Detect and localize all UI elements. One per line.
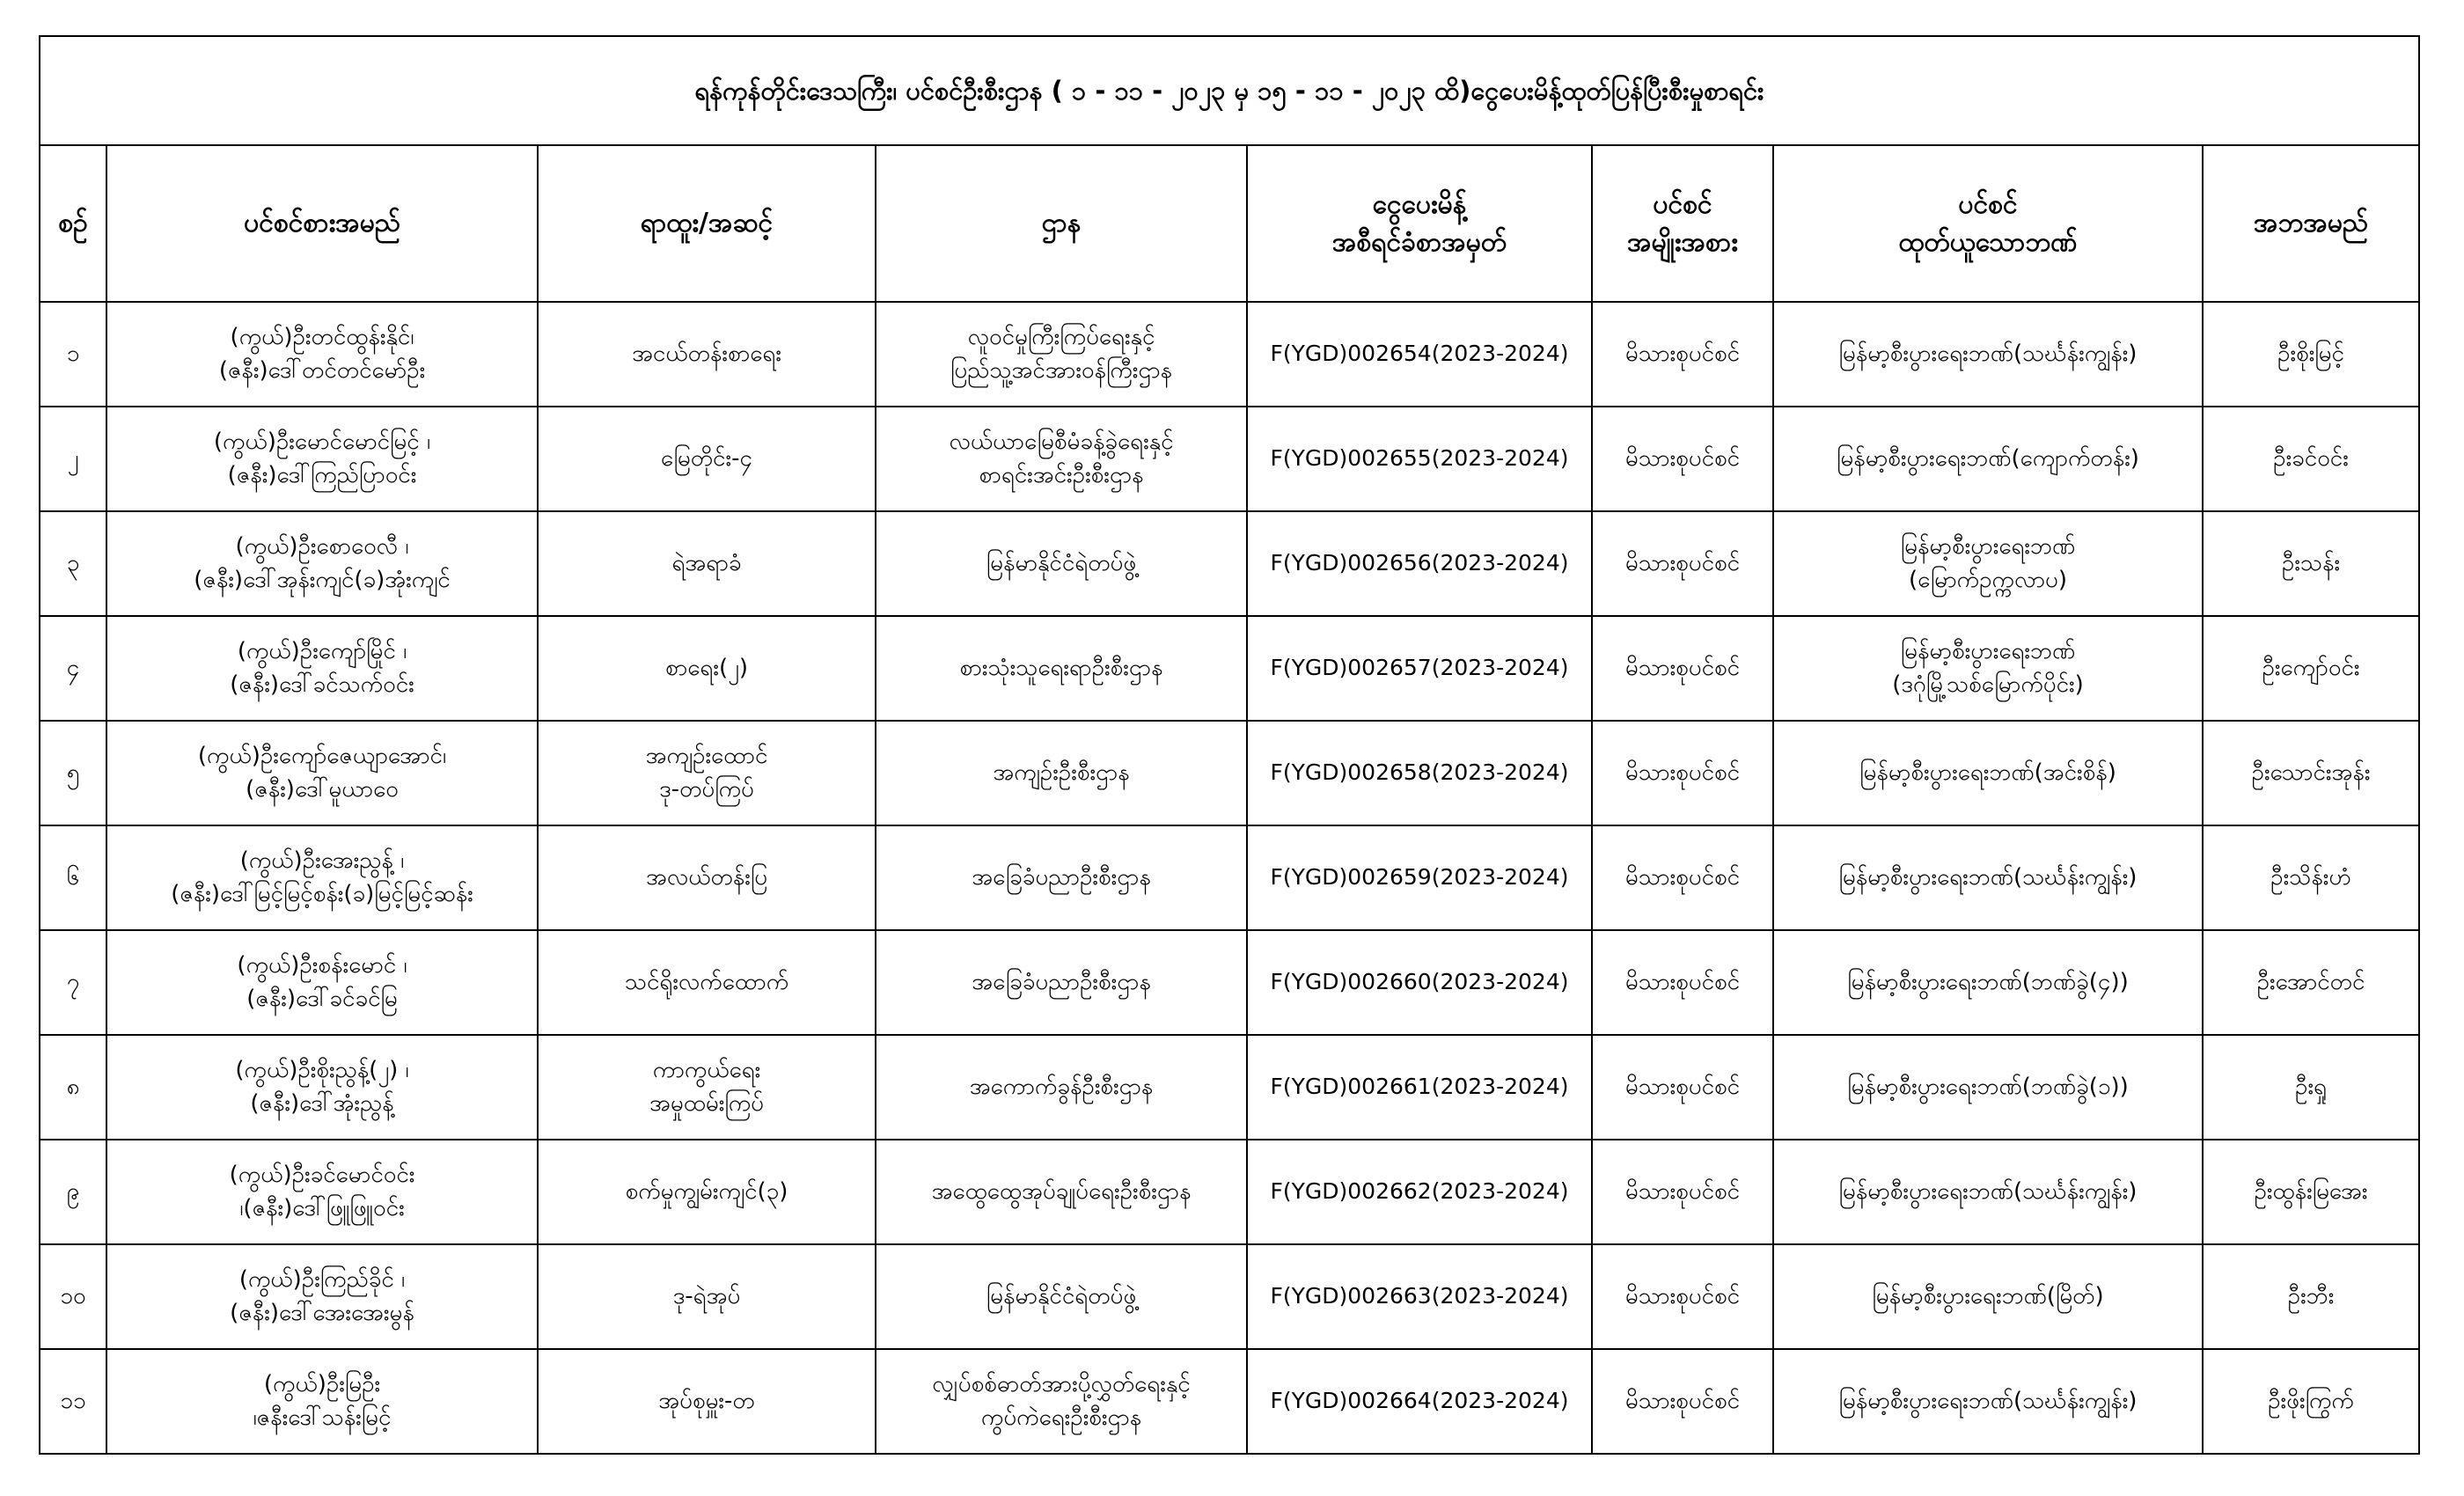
cell-name-line2: (ဇနီး)ဒေါ်ခင်သက်ဝင်း: [230, 671, 414, 698]
cell-type: မိသားစုပင်စင်: [1592, 1349, 1773, 1454]
cell-order: F(YGD)002663(2023-2024): [1247, 1244, 1592, 1349]
cell-rank: [538, 825, 876, 930]
cell-dept-line2: ပြည်သူ့အင်အားဝန်ကြီးဌာန: [950, 356, 1172, 384]
cell-bank-line1: မြန်မာ့စီးပွားရေးဘဏ်(သင်္ဃန်းကျွန်း): [1838, 863, 2138, 891]
cell-rank: [538, 1140, 876, 1244]
cell-dept: [876, 1035, 1247, 1140]
cell-order: F(YGD)002657(2023-2024): [1247, 616, 1592, 721]
cell-dept-line2: ကွပ်ကဲရေးဦးစီးဌာန: [980, 1404, 1142, 1431]
cell-name-line1: (ကွယ်)ဦးခင်မောင်ဝင်း: [229, 1161, 415, 1188]
cell-father: ဦးသောင်းအုန်း: [2203, 721, 2419, 825]
cell-name-line1: (ကွယ်)ဦးအေးညွန့် ၊: [239, 847, 405, 874]
cell-order: F(YGD)002662(2023-2024): [1247, 1140, 1592, 1244]
cell-bank-line2: (ဒဂုံမြို့သစ်မြောက်ပိုင်း): [1892, 671, 2084, 698]
cell-father: ဦးထွန်းမြအေး: [2203, 1140, 2419, 1244]
cell-dept: [876, 825, 1247, 930]
cell-bank-line1: မြန်မာ့စီးပွားရေးဘဏ်(ကျောက်တန်း): [1837, 444, 2139, 472]
header-bank: [1773, 145, 2203, 302]
header-bank-line2: ထုတ်ယူသောဘဏ်: [1898, 227, 2078, 258]
cell-dept-line1: အခြေခံပညာဦးစီးဌာန: [972, 968, 1151, 995]
cell-father: ဦးသန်း: [2203, 511, 2419, 616]
cell-dept: [876, 1349, 1247, 1454]
header-order-line1: ငွေပေးမိန့်: [1372, 188, 1467, 220]
cell-no: ၁၀: [40, 1244, 106, 1349]
pension-table: [39, 35, 2420, 1455]
cell-no: ၅: [40, 721, 106, 825]
pension-sheet: [39, 35, 2418, 1455]
cell-father: ဦးဖိုးကြွက်: [2203, 1349, 2419, 1454]
cell-bank: [1773, 930, 2203, 1035]
cell-no: ၃: [40, 511, 106, 616]
cell-dept: [876, 930, 1247, 1035]
cell-order: F(YGD)002656(2023-2024): [1247, 511, 1592, 616]
cell-name-line2: (ဇနီး)ဒေါ်ခင်ခင်မြ: [246, 985, 398, 1012]
cell-bank-line1: မြန်မာ့စီးပွားရေးဘဏ်(မြိတ်): [1872, 1282, 2104, 1309]
cell-rank-line1: ဒု-ရဲအုပ်: [672, 1282, 741, 1309]
cell-name-line1: (ကွယ်)ဦးမြဦး: [263, 1370, 381, 1397]
cell-order: F(YGD)002661(2023-2024): [1247, 1035, 1592, 1140]
cell-no: ၁၁: [40, 1349, 106, 1454]
cell-order: F(YGD)002655(2023-2024): [1247, 407, 1592, 511]
cell-rank: [538, 1244, 876, 1349]
header-type-line1: ပင်စင်: [1653, 188, 1712, 220]
table-row: [40, 1035, 2419, 1140]
header-father: အဘအမည်: [2203, 145, 2419, 302]
cell-type: မိသားစုပင်စင်: [1592, 1140, 1773, 1244]
cell-name-line2: (ဇနီး)ဒေါ်တင်တင်မော်ဦး: [218, 356, 426, 384]
table-row: [40, 1244, 2419, 1349]
cell-rank-line1: အလယ်တန်းပြ: [645, 863, 768, 891]
header-dept: ဌာန: [876, 145, 1247, 302]
cell-dept: [876, 1244, 1247, 1349]
table-row: [40, 721, 2419, 825]
cell-order: F(YGD)002658(2023-2024): [1247, 721, 1592, 825]
cell-rank: [538, 616, 876, 721]
cell-dept-line1: အခြေခံပညာဦးစီးဌာန: [972, 863, 1151, 891]
cell-bank-line1: မြန်မာ့စီးပွားရေးဘဏ်(ဘဏ်ခွဲ(၄)): [1847, 968, 2129, 995]
cell-type: မိသားစုပင်စင်: [1592, 407, 1773, 511]
cell-dept: [876, 302, 1247, 407]
cell-rank: [538, 302, 876, 407]
table-row: [40, 511, 2419, 616]
cell-dept: [876, 407, 1247, 511]
cell-name: [106, 1035, 538, 1140]
cell-name-line1: (ကွယ်)ဦးစိုးညွန့်(၂) ၊: [235, 1056, 409, 1083]
cell-rank-line1: စက်မှုကျွမ်းကျင်(၃): [625, 1177, 788, 1205]
cell-name: [106, 1244, 538, 1349]
cell-dept-line1: အကောက်ခွန်ဦးစီးဌာန: [969, 1073, 1154, 1100]
cell-name-line1: (ကွယ်)ဦးကျော်ဇေယျာအောင်၊: [197, 742, 447, 769]
cell-name: [106, 1140, 538, 1244]
cell-rank-line1: သင်ရိုးလက်ထောက်: [624, 968, 789, 995]
cell-type: မိသားစုပင်စင်: [1592, 825, 1773, 930]
cell-bank: [1773, 616, 2203, 721]
cell-rank: [538, 930, 876, 1035]
cell-name-line1: (ကွယ်)ဦးကြည်ခိုင် ၊: [238, 1265, 406, 1293]
cell-rank-line1: အုပ်စုမှူး-တ: [658, 1387, 755, 1414]
cell-no: ၁: [40, 302, 106, 407]
cell-bank-line1: မြန်မာ့စီးပွားရေးဘဏ်(ဘဏ်ခွဲ(၁)): [1847, 1073, 2129, 1100]
header-type-line2: အမျိုးအစား: [1627, 227, 1738, 258]
cell-rank-line1: မြေတိုင်း-၄: [660, 444, 753, 472]
cell-name-line1: (ကွယ်)ဦးကျော်မြိုင် ၊: [237, 637, 407, 664]
cell-dept-line1: မြန်မာနိုင်ငံရဲတပ်ဖွဲ့: [986, 549, 1137, 576]
cell-father: ဦးစိုးမြင့်: [2203, 302, 2419, 407]
header-order: [1247, 145, 1592, 302]
cell-father: ဦးရှု: [2203, 1035, 2419, 1140]
header-type: [1592, 145, 1773, 302]
cell-name-line2: ၊(ဇနီး)ဒေါ်ဖြူဖြူဝင်း: [239, 1194, 405, 1221]
cell-no: ၇: [40, 930, 106, 1035]
cell-order: F(YGD)002654(2023-2024): [1247, 302, 1592, 407]
cell-dept: [876, 511, 1247, 616]
cell-name-line1: (ကွယ်)ဦးစန်းမောင် ၊: [237, 951, 407, 979]
cell-name: [106, 721, 538, 825]
table-row: [40, 302, 2419, 407]
cell-name-line2: (ဇနီး)ဒေါ်ကြည်ပြာဝင်း: [227, 461, 417, 488]
cell-type: မိသားစုပင်စင်: [1592, 930, 1773, 1035]
table-row: [40, 616, 2419, 721]
cell-name-line1: (ကွယ်)ဦးမောင်မောင်မြင့် ၊: [213, 428, 431, 455]
cell-name-line1: (ကွယ်)ဦးစောဝေလီ ၊: [235, 532, 409, 560]
cell-bank-line1: မြန်မာ့စီးပွားရေးဘဏ်: [1900, 532, 2076, 560]
cell-bank: [1773, 511, 2203, 616]
cell-type: မိသားစုပင်စင်: [1592, 616, 1773, 721]
header-order-line2: အစီရင်ခံစာအမှတ်: [1331, 227, 1507, 258]
cell-name: [106, 302, 538, 407]
cell-no: ၈: [40, 1035, 106, 1140]
cell-type: မိသားစုပင်စင်: [1592, 302, 1773, 407]
cell-name: [106, 1349, 538, 1454]
cell-rank: [538, 721, 876, 825]
cell-dept-line1: စားသုံးသူရေးရာဦးစီးဌာန: [959, 654, 1163, 681]
cell-bank-line1: မြန်မာ့စီးပွားရေးဘဏ်: [1900, 637, 2076, 664]
cell-type: မိသားစုပင်စင်: [1592, 511, 1773, 616]
table-row: [40, 1140, 2419, 1244]
header-no: စဉ်: [40, 145, 106, 302]
cell-name-line2: (ဇနီး)ဒေါ်အုန်းကျင်(ခ)အုံးကျင်: [194, 566, 451, 593]
cell-type: မိသားစုပင်စင်: [1592, 1244, 1773, 1349]
cell-father: ဦးသိန်းဟံ: [2203, 825, 2419, 930]
cell-no: ၂: [40, 407, 106, 511]
cell-name-line2: (ဇနီး)ဒေါ်အေးအေးမွန်: [230, 1299, 414, 1326]
header-bank-line1: ပင်စင်: [1958, 188, 2018, 220]
cell-no: ၄: [40, 616, 106, 721]
cell-dept: [876, 1140, 1247, 1244]
cell-type: မိသားစုပင်စင်: [1592, 721, 1773, 825]
cell-bank: [1773, 302, 2203, 407]
cell-dept-line1: လူဝင်မှုကြီးကြပ်ရေးနှင့်: [967, 323, 1155, 350]
table-row: [40, 407, 2419, 511]
cell-name: [106, 930, 538, 1035]
cell-name: [106, 616, 538, 721]
cell-father: ဦးအောင်တင်: [2203, 930, 2419, 1035]
cell-bank: [1773, 1140, 2203, 1244]
cell-order: F(YGD)002664(2023-2024): [1247, 1349, 1592, 1454]
cell-name-line2: (ဇနီး)ဒေါ်မြင့်မြင့်စန်း(ခ)မြင့်မြင့်ဆန်း: [171, 880, 473, 907]
header-name: ပင်စင်စားအမည်: [106, 145, 538, 302]
cell-bank: [1773, 407, 2203, 511]
cell-dept-line1: အထွေထွေအုပ်ချုပ်ရေးဦးစီးဌာန: [931, 1177, 1192, 1205]
cell-rank: [538, 1035, 876, 1140]
cell-rank: [538, 511, 876, 616]
table-row: [40, 1349, 2419, 1454]
cell-rank: [538, 407, 876, 511]
cell-rank-line1: အငယ်တန်းစာရေး: [632, 340, 781, 367]
cell-dept-line1: အကျဉ်းဦးစီးဌာန: [993, 759, 1130, 786]
cell-bank: [1773, 1349, 2203, 1454]
cell-dept: [876, 721, 1247, 825]
table-row: [40, 930, 2419, 1035]
cell-no: ၉: [40, 1140, 106, 1244]
cell-dept-line1: လယ်ယာမြေစီမံခန့်ခွဲရေးနှင့်: [949, 428, 1174, 455]
table-body: [40, 302, 2419, 1454]
cell-dept-line2: စာရင်းအင်းဦးစီးဌာန: [979, 461, 1144, 488]
cell-rank: [538, 1349, 876, 1454]
cell-bank-line1: မြန်မာ့စီးပွားရေးဘဏ်(သင်္ဃန်းကျွန်း): [1838, 1387, 2138, 1414]
cell-rank-line1: အကျဉ်းထောင်: [645, 742, 768, 769]
cell-rank-line1: ကာကွယ်ရေး: [652, 1056, 761, 1083]
cell-name-line2: (ဇနီး)ဒေါ်မူယာဝေ: [246, 775, 399, 803]
cell-name-line2: (ဇနီး)ဒေါ်အုံးညွန့်: [250, 1089, 394, 1117]
cell-dept-line1: မြန်မာနိုင်ငံရဲတပ်ဖွဲ့: [986, 1282, 1137, 1309]
cell-order: F(YGD)002659(2023-2024): [1247, 825, 1592, 930]
cell-bank: [1773, 1244, 2203, 1349]
cell-father: ဦးကျော်ဝင်း: [2203, 616, 2419, 721]
header-rank: ရာထူး/အဆင့်: [538, 145, 876, 302]
cell-name-line1: (ကွယ်)ဦးတင်ထွန်းနိုင်၊: [230, 323, 414, 350]
table-row: [40, 825, 2419, 930]
cell-father: ဦးဘီး: [2203, 1244, 2419, 1349]
header-row: [40, 145, 2419, 302]
cell-rank-line1: ရဲအရာခံ: [671, 549, 742, 576]
cell-bank: [1773, 721, 2203, 825]
cell-bank-line1: မြန်မာ့စီးပွားရေးဘဏ်(သင်္ဃန်းကျွန်း): [1838, 1177, 2138, 1205]
cell-name: [106, 407, 538, 511]
cell-rank-line2: အမှုထမ်းကြပ်: [649, 1089, 764, 1117]
cell-bank-line2: (မြောက်ဥက္ကလာပ): [1908, 566, 2068, 593]
cell-name: [106, 825, 538, 930]
cell-dept-line1: လျှပ်စစ်ဓာတ်အားပို့လွှတ်ရေးနှင့်: [932, 1370, 1191, 1397]
cell-rank-line2: ဒု-တပ်ကြပ်: [659, 775, 754, 803]
cell-father: ဦးခင်ဝင်း: [2203, 407, 2419, 511]
page-title: ရန်ကုန်တိုင်းဒေသကြီး၊ ပင်စင်ဦးစီးဌာန ( ၁ - ၁၁ - ၂၀၂၃ မှ ၁၅ - ၁၁ - ၂၀၂၃ ထိ)ငွေပေးမိန့်ထုတ်ပြန်ပြီးစီးမှုစာရင်း: [40, 36, 2419, 145]
cell-name-line2: ၊ဇနီးဒေါ်သန်းမြင့်: [253, 1404, 392, 1431]
cell-bank-line1: မြန်မာ့စီးပွားရေးဘဏ်(အင်းစိန်): [1859, 759, 2116, 786]
cell-no: ၆: [40, 825, 106, 930]
cell-bank-line1: မြန်မာ့စီးပွားရေးဘဏ်(သင်္ဃန်းကျွန်း): [1838, 340, 2138, 367]
cell-rank-line1: စာရေး(၂): [664, 654, 749, 681]
cell-dept: [876, 616, 1247, 721]
cell-bank: [1773, 1035, 2203, 1140]
cell-bank: [1773, 825, 2203, 930]
cell-name: [106, 511, 538, 616]
cell-order: F(YGD)002660(2023-2024): [1247, 930, 1592, 1035]
cell-type: မိသားစုပင်စင်: [1592, 1035, 1773, 1140]
